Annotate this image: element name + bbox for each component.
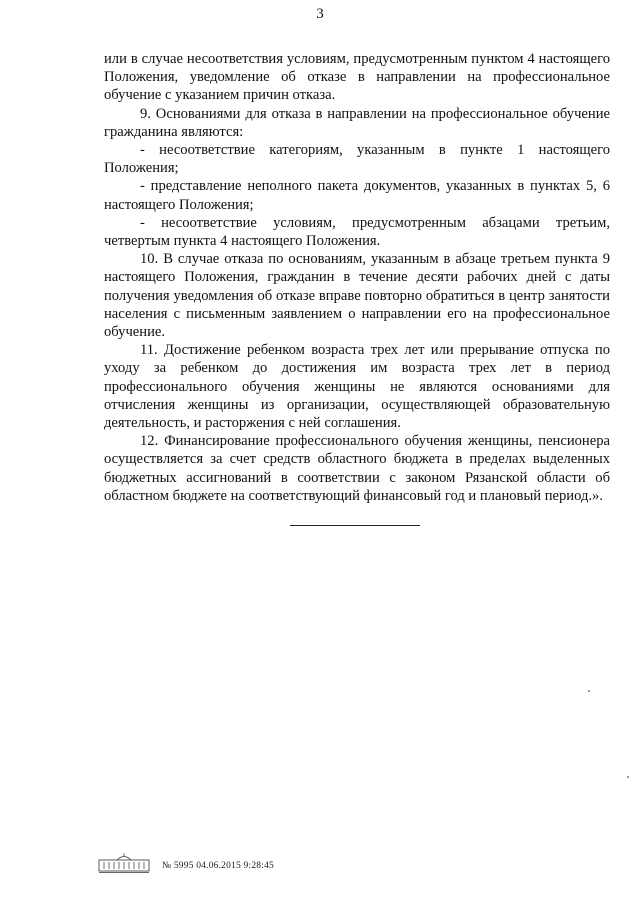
scan-speck <box>588 690 590 692</box>
page-number: 3 <box>316 6 324 22</box>
footer-stamp-area <box>98 852 274 874</box>
paragraph-item-9: 9. Основаниями для отказа в направлении на профессиональное обучение гражданина являются: <box>104 105 610 140</box>
paragraph-item-9-bullet-2: - представление неполного пакета документов, указанных в пунктах 5, 6 настоящего Положения; <box>104 178 610 213</box>
end-rule-divider <box>290 525 420 526</box>
document-body <box>104 50 610 505</box>
paragraph-item-11: 11. Достижение ребенком возраста трех лет или прерывание отпуска по уходу за ребенком до достижения им возраста трех лет в период профессионального обучения женщины не являются основаниями для отчисления женщины из организации, осуществляющей образовательную деятельность, и расторжения с ней соглашения. <box>104 342 610 432</box>
paragraph-item-12: 12. Финансирование профессионального обучения женщины, пенсионера осуществляется за счет средств областного бюджета в пределах выделенных бюджетных ассигнований в соответствии с законом Рязанской области об областном бюджете на соответствующий финансовый год и плановый период.». <box>104 433 610 504</box>
registry-building-logo-icon <box>98 852 150 874</box>
paragraph-item-9-bullet-3: - несоответствие условиям, предусмотренным абзацами третьим, четвертым пункта 4 настоящего Положения. <box>104 214 610 250</box>
scan-speck <box>627 776 629 778</box>
registration-stamp: № 5995 04.06.2015 9:28:45 <box>162 861 274 871</box>
paragraph-item-9-bullet-1: - несоответствие категориям, указанным в пункте 1 настоящего Положения; <box>104 142 610 177</box>
paragraph-item-10: 10. В случае отказа по основаниям, указанным в абзаце третьем пункта 9 настоящего Положения, гражданин в течение десяти рабочих дней с даты получения уведомления об отказе вправе повторно обратиться в центр занятости населения с письменным заявлением о направлении его на профессиональное обучение. <box>104 251 610 341</box>
paragraph-continuation: или в случае несоответствия условиям, предусмотренным пунктом 4 настоящего Положения, уведомление об отказе в направлении на профессиональное обучение с указанием причин отказа. <box>104 51 610 104</box>
